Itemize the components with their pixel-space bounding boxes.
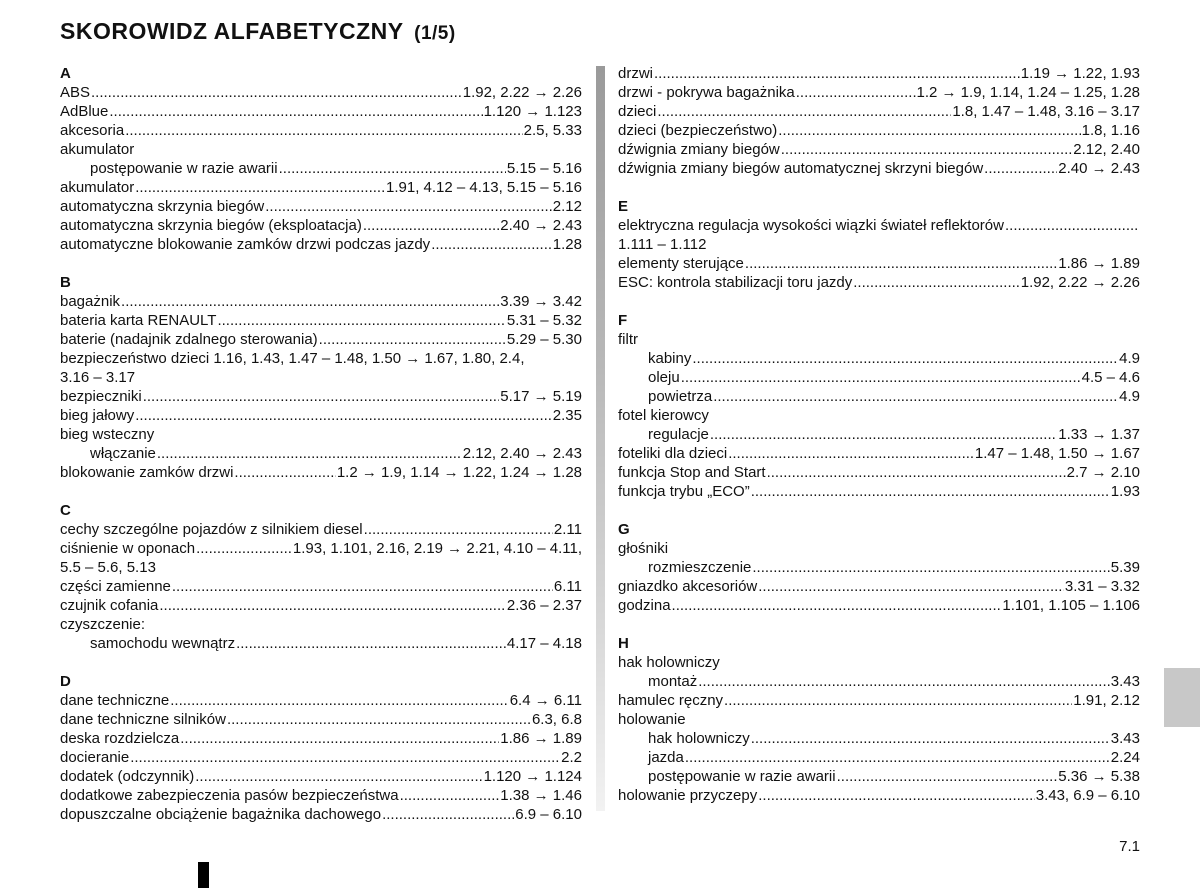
entry-pages: 5.15 – 5.16 <box>506 160 582 177</box>
entry-pages: 1.120 → 1.124 <box>483 768 582 785</box>
page-title <box>60 18 456 45</box>
dot-leader <box>135 406 552 425</box>
index-entry <box>60 406 582 425</box>
dot-leader <box>172 577 553 596</box>
index-subentry <box>618 748 1140 767</box>
index-entry <box>60 330 582 349</box>
entry-term: bateria karta RENAULT <box>60 312 217 329</box>
dot-leader <box>109 102 482 121</box>
entry-term: deska rozdzielcza <box>60 730 180 747</box>
entry-term: automatyczna skrzynia biegów <box>60 198 265 215</box>
entry-pages: 2.2 <box>561 749 582 766</box>
index-entry <box>60 235 582 254</box>
dot-leader <box>91 83 462 102</box>
entry-term: oleju <box>648 369 680 386</box>
index-entry <box>60 805 582 824</box>
dot-leader <box>382 805 514 824</box>
entry-pages: 1.120 → 1.123 <box>483 103 582 120</box>
entry-pages: 4.5 – 4.6 <box>1081 369 1140 386</box>
section-gap <box>618 615 1140 634</box>
section-letter: F <box>618 312 628 329</box>
dot-leader <box>778 121 1080 140</box>
dot-leader <box>265 197 552 216</box>
entry-term: automatyczna skrzynia biegów (eksploatacja) <box>60 217 362 234</box>
entry-term: foteliki dla dzieci <box>618 445 728 462</box>
entry-term: akumulator <box>60 179 135 196</box>
index-entry-text: 5.5 – 5.6, 5.13 <box>60 559 156 576</box>
dot-leader <box>710 425 1057 444</box>
entry-pages: 5.31 – 5.32 <box>506 312 582 329</box>
entry-term: bieg jałowy <box>60 407 135 424</box>
dot-leader <box>685 748 1110 767</box>
entry-term: docieranie <box>60 749 130 766</box>
dot-leader <box>751 729 1110 748</box>
dot-leader <box>698 672 1110 691</box>
entry-pages: 2.12 <box>552 198 582 215</box>
entry-term: rozmieszczenie <box>648 559 752 576</box>
index-entry <box>60 729 582 748</box>
section-letter: H <box>618 635 629 652</box>
index-subentry <box>618 387 1140 406</box>
entry-pages: 2.40 → 2.43 <box>1058 160 1140 177</box>
entry-pages: 4.9 <box>1119 388 1140 405</box>
dot-leader <box>745 254 1057 273</box>
entry-term: funkcja trybu „ECO” <box>618 483 750 500</box>
section-gap <box>618 501 1140 520</box>
entry-term: automatyczne blokowanie zamków drzwi podczas jazdy <box>60 236 431 253</box>
entry-pages: 3.43 <box>1110 673 1140 690</box>
index-entry <box>618 102 1140 121</box>
section-letter: C <box>60 502 71 519</box>
entry-term: blokowanie zamków drzwi <box>60 464 234 481</box>
entry-pages: 2.7 → 2.10 <box>1066 464 1140 481</box>
entry-term: holowanie przyczepy <box>618 787 758 804</box>
entry-term: elementy sterujące <box>618 255 744 272</box>
entry-pages: 5.36 → 5.38 <box>1058 768 1140 785</box>
entry-pages: 2.24 <box>1110 749 1140 766</box>
entry-pages: 5.29 – 5.30 <box>506 331 582 348</box>
entry-pages: 4.9 <box>1119 350 1140 367</box>
entry-term: powietrza <box>648 388 713 405</box>
entry-term: godzina <box>618 597 671 614</box>
entry-term: dodatkowe zabezpieczenia pasów bezpieczeństwa <box>60 787 399 804</box>
index-subentry <box>60 634 582 653</box>
entry-term: drzwi <box>618 65 654 82</box>
index-entry <box>618 83 1140 102</box>
entry-term: postępowanie w razie awarii <box>648 768 836 785</box>
dot-leader <box>758 577 1064 596</box>
index-entry <box>618 596 1140 615</box>
dot-leader <box>135 178 385 197</box>
index-entry <box>60 463 582 482</box>
entry-pages: 2.35 <box>552 407 582 424</box>
entry-pages: 3.43, 6.9 – 6.10 <box>1035 787 1140 804</box>
entry-term: dzieci (bezpieczeństwo) <box>618 122 778 139</box>
dot-leader <box>752 558 1109 577</box>
entry-term: bezpieczniki <box>60 388 142 405</box>
index-entry <box>60 539 582 558</box>
index-entry <box>618 121 1140 140</box>
section-gap <box>618 178 1140 197</box>
dot-leader <box>143 387 500 406</box>
title-text: SKOROWIDZ ALFABETYCZNY <box>60 18 404 44</box>
index-subentry <box>618 767 1140 786</box>
entry-term: akcesoria <box>60 122 125 139</box>
index-entry-text: bezpieczeństwo dzieci 1.16, 1.43, 1.47 – 1.48, 1.50 → 1.67, 1.80, 2.4, <box>60 350 525 367</box>
entry-pages: 1.33 → 1.37 <box>1058 426 1140 443</box>
section-letter: G <box>618 521 630 538</box>
dot-leader <box>837 767 1058 786</box>
index-entry <box>60 387 582 406</box>
entry-pages: 2.11 <box>553 521 582 538</box>
index-entry <box>618 482 1140 501</box>
index-entry-text: 3.16 – 3.17 <box>60 369 136 386</box>
entry-term: ciśnienie w oponach <box>60 540 196 557</box>
dot-leader <box>364 520 553 539</box>
index-column-left <box>60 64 582 824</box>
dot-leader <box>157 444 462 463</box>
entry-term: dodatek (odczynnik) <box>60 768 195 785</box>
dot-leader <box>217 311 505 330</box>
entry-pages: 1.28 <box>552 236 582 253</box>
index-entry <box>618 444 1140 463</box>
index-entry <box>618 254 1140 273</box>
index-entry <box>60 292 582 311</box>
index-subentry <box>618 558 1140 577</box>
entry-term: bagażnik <box>60 293 121 310</box>
entry-term: regulacje <box>648 426 709 443</box>
dot-leader <box>400 786 500 805</box>
index-entry <box>60 520 582 539</box>
title-part: (1/5) <box>414 23 456 44</box>
index-entry <box>618 140 1140 159</box>
entry-term: montaż <box>648 673 698 690</box>
index-entry <box>60 197 582 216</box>
index-subentry <box>618 672 1140 691</box>
entry-pages: 6.4 → 6.11 <box>509 692 582 709</box>
entry-pages: 2.5, 5.33 <box>523 122 582 139</box>
index-subentry <box>60 159 582 178</box>
section-gap <box>60 653 582 672</box>
dot-leader <box>728 444 974 463</box>
dot-leader <box>170 691 508 710</box>
dot-leader <box>751 482 1110 501</box>
index-entry <box>618 273 1140 292</box>
entry-term: postępowanie w razie awarii <box>90 160 278 177</box>
dot-leader <box>234 463 335 482</box>
index-entry <box>60 121 582 140</box>
dot-leader <box>672 596 1002 615</box>
index-entry <box>60 311 582 330</box>
entry-pages: 1.8, 1.47 – 1.48, 3.16 – 3.17 <box>952 103 1140 120</box>
entry-term: drzwi - pokrywa bagażnika <box>618 84 795 101</box>
entry-pages: 1.92, 2.22 → 2.26 <box>1020 274 1140 291</box>
section-tab-marker <box>1164 668 1200 727</box>
dot-leader <box>363 216 499 235</box>
entry-pages: 2.36 – 2.37 <box>506 597 582 614</box>
entry-pages: 1.91, 2.12 <box>1073 692 1140 709</box>
entry-pages: 1.19 → 1.22, 1.93 <box>1020 65 1140 82</box>
dot-leader <box>125 121 522 140</box>
index-entry-text: filtr <box>618 331 638 348</box>
entry-pages: 4.17 – 4.18 <box>506 635 582 652</box>
entry-term: hak holowniczy <box>648 730 750 747</box>
index-entry <box>60 577 582 596</box>
entry-pages: 1.86 → 1.89 <box>500 730 582 747</box>
entry-term: dźwignia zmiany biegów <box>618 141 780 158</box>
dot-leader <box>692 349 1118 368</box>
entry-pages: 1.93 <box>1110 483 1140 500</box>
entry-term: gniazdko akcesoriów <box>618 578 758 595</box>
entry-pages: 1.92, 2.22 → 2.26 <box>462 84 582 101</box>
dot-leader <box>130 748 560 767</box>
dot-leader <box>654 64 1020 83</box>
print-mark <box>198 862 209 888</box>
index-entry <box>60 102 582 121</box>
index-entry <box>60 178 582 197</box>
dot-leader <box>196 539 292 558</box>
index-entry-text: 1.111 – 1.112 <box>618 236 707 253</box>
dot-leader <box>319 330 506 349</box>
dot-leader <box>767 463 1066 482</box>
entry-term: kabiny <box>648 350 692 367</box>
index-entry <box>60 710 582 729</box>
index-entry <box>618 577 1140 596</box>
entry-pages: 1.101, 1.105 – 1.106 <box>1002 597 1140 614</box>
index-subentry <box>60 444 582 463</box>
entry-pages: 1.86 → 1.89 <box>1058 255 1140 272</box>
index-entry <box>60 786 582 805</box>
section-gap <box>618 292 1140 311</box>
index-entry <box>618 691 1140 710</box>
entry-pages: 3.39 → 3.42 <box>500 293 582 310</box>
dot-leader <box>713 387 1118 406</box>
dot-leader <box>758 786 1034 805</box>
entry-term: ESC: kontrola stabilizacji toru jazdy <box>618 274 853 291</box>
entry-term: dane techniczne <box>60 692 170 709</box>
dot-leader <box>657 102 951 121</box>
entry-term: cechy szczególne pojazdów z silnikiem diesel <box>60 521 363 538</box>
entry-pages: 3.43 <box>1110 730 1140 747</box>
entry-term: czujnik cofania <box>60 597 159 614</box>
index-entry-text: bieg wsteczny <box>60 426 155 443</box>
entry-pages: 1.47 – 1.48, 1.50 → 1.67 <box>974 445 1140 462</box>
dot-leader <box>431 235 552 254</box>
entry-pages: 6.11 <box>553 578 582 595</box>
index-entry-text: głośniki <box>618 540 669 557</box>
dot-leader <box>796 83 916 102</box>
entry-term: dźwignia zmiany biegów automatycznej skrzyni biegów <box>618 160 984 177</box>
entry-term: elektryczna regulacja wysokości wiązki świateł reflektorów <box>618 217 1004 234</box>
entry-term: dane techniczne silników <box>60 711 226 728</box>
entry-pages: 1.91, 4.12 – 4.13, 5.15 – 5.16 <box>386 179 582 196</box>
entry-pages: 1.38 → 1.46 <box>500 787 582 804</box>
dot-leader <box>1005 216 1139 235</box>
dot-leader <box>159 596 506 615</box>
index-entry <box>60 216 582 235</box>
index-entry-text: akumulator <box>60 141 135 158</box>
entry-pages: 6.9 – 6.10 <box>515 806 582 823</box>
entry-term: włączanie <box>90 445 156 462</box>
entry-pages: 2.12, 2.40 → 2.43 <box>462 445 582 462</box>
index-entry <box>60 691 582 710</box>
dot-leader <box>681 368 1081 387</box>
entry-pages: 1.93, 1.101, 2.16, 2.19 → 2.21, 4.10 – 4.11, <box>292 540 582 557</box>
dot-leader <box>781 140 1073 159</box>
entry-pages: 1.2 → 1.9, 1.14 → 1.22, 1.24 → 1.28 <box>336 464 582 481</box>
dot-leader <box>227 710 531 729</box>
entry-pages: 2.12, 2.40 <box>1073 141 1140 158</box>
section-gap <box>60 482 582 501</box>
entry-term: samochodu wewnątrz <box>90 635 236 652</box>
index-subentry <box>618 425 1140 444</box>
index-subentry <box>618 349 1140 368</box>
section-letter: B <box>60 274 71 291</box>
section-gap <box>60 254 582 273</box>
entry-pages: 3.31 – 3.32 <box>1064 578 1140 595</box>
index-entry <box>618 216 1140 235</box>
index-entry <box>60 748 582 767</box>
index-entry-text: czyszczenie: <box>60 616 146 633</box>
index-column-right <box>618 64 1140 805</box>
dot-leader <box>724 691 1072 710</box>
index-entry <box>60 83 582 102</box>
entry-term: funkcja Stop and Start <box>618 464 766 481</box>
dot-leader <box>121 292 499 311</box>
entry-term: hamulec ręczny <box>618 692 724 709</box>
index-entry <box>618 463 1140 482</box>
entry-term: jazda <box>648 749 684 766</box>
entry-term: AdBlue <box>60 103 109 120</box>
index-entry <box>618 64 1140 83</box>
section-letter: A <box>60 65 71 82</box>
dot-leader <box>236 634 506 653</box>
entry-pages: 6.3, 6.8 <box>531 711 582 728</box>
index-entry-text: hak holowniczy <box>618 654 720 671</box>
dot-leader <box>180 729 499 748</box>
index-entry <box>618 159 1140 178</box>
entry-pages: 2.40 → 2.43 <box>500 217 582 234</box>
index-subentry <box>618 729 1140 748</box>
column-divider <box>596 66 605 811</box>
entry-term: baterie (nadajnik zdalnego sterowania) <box>60 331 318 348</box>
entry-term: części zamienne <box>60 578 171 595</box>
dot-leader <box>853 273 1019 292</box>
section-letter: E <box>618 198 629 215</box>
index-entry-text: holowanie <box>618 711 686 728</box>
section-letter: D <box>60 673 71 690</box>
entry-pages: 5.39 <box>1110 559 1140 576</box>
index-subentry <box>618 368 1140 387</box>
index-entry <box>618 786 1140 805</box>
dot-leader <box>195 767 482 786</box>
entry-term: dzieci <box>618 103 657 120</box>
dot-leader <box>984 159 1057 178</box>
dot-leader <box>279 159 506 178</box>
entry-term: dopuszczalne obciążenie bagażnika dachowego <box>60 806 382 823</box>
entry-pages: 1.2 → 1.9, 1.14, 1.24 – 1.25, 1.28 <box>916 84 1140 101</box>
index-entry <box>60 596 582 615</box>
page-number: 7.1 <box>1119 838 1140 855</box>
index-entry-text: fotel kierowcy <box>618 407 709 424</box>
index-entry <box>60 767 582 786</box>
entry-term: ABS <box>60 84 91 101</box>
entry-pages: 1.8, 1.16 <box>1081 122 1140 139</box>
entry-pages: 5.17 → 5.19 <box>500 388 582 405</box>
